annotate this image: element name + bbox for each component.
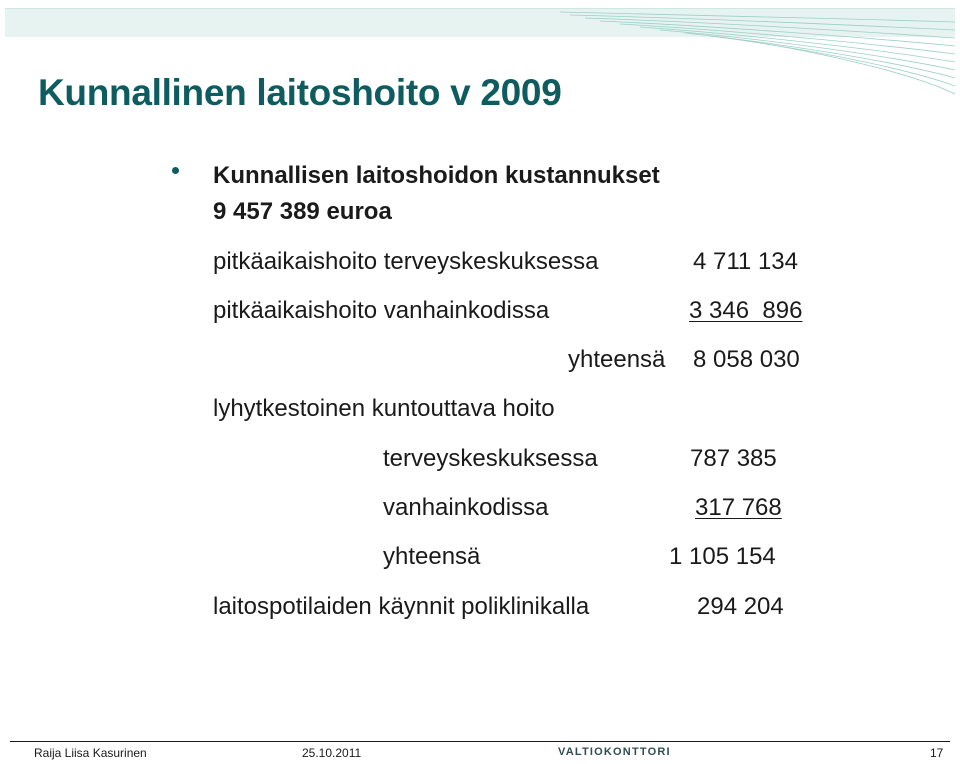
row-value-polyclinic-visits: 294 204 [697,593,784,620]
row-label-long-term-nursing-home: pitkäaikaishoito vanhainkodissa [213,297,550,324]
row-value-short-term-health-center: 787 385 [690,445,777,472]
row-label-total-short-term: yhteensä [383,543,481,570]
row-label-polyclinic-visits: laitospotilaiden käynnit poliklinikalla [213,593,590,620]
row-value-long-term-health-center: 4 711 134 [693,248,798,275]
footer-page-number: 17 [930,746,944,760]
footer-divider [10,741,950,742]
row-label-short-term-rehab: lyhytkestoinen kuntouttava hoito [213,395,555,422]
row-value-total-long-term: 8 058 030 [693,346,800,373]
slide-title: Kunnallinen laitoshoito v 2009 [38,72,562,113]
footer-author: Raija Liisa Kasurinen [34,746,147,760]
row-label-short-term-health-center: terveyskeskuksessa [383,445,598,472]
row-value-total-short-term: 1 105 154 [669,543,776,570]
row-label-total-long-term: yhteensä [568,346,666,373]
row-label-short-term-nursing-home: vanhainkodissa [383,494,549,521]
bullet-dot [172,167,179,174]
footer-date: 25.10.2011 [302,746,362,760]
row-value-long-term-nursing-home: 3 346 896 [689,297,803,324]
bullet-heading-line1: Kunnallisen laitoshoidon kustannukset [213,162,660,189]
row-value-short-term-nursing-home: 317 768 [695,494,782,521]
bullet-heading-line2: 9 457 389 euroa [213,198,392,225]
footer-brand-logo: VALTIOKONTTORI [558,746,671,758]
decorative-wave-pattern [560,8,955,98]
row-label-long-term-health-center: pitkäaikaishoito terveyskeskuksessa [213,248,599,275]
